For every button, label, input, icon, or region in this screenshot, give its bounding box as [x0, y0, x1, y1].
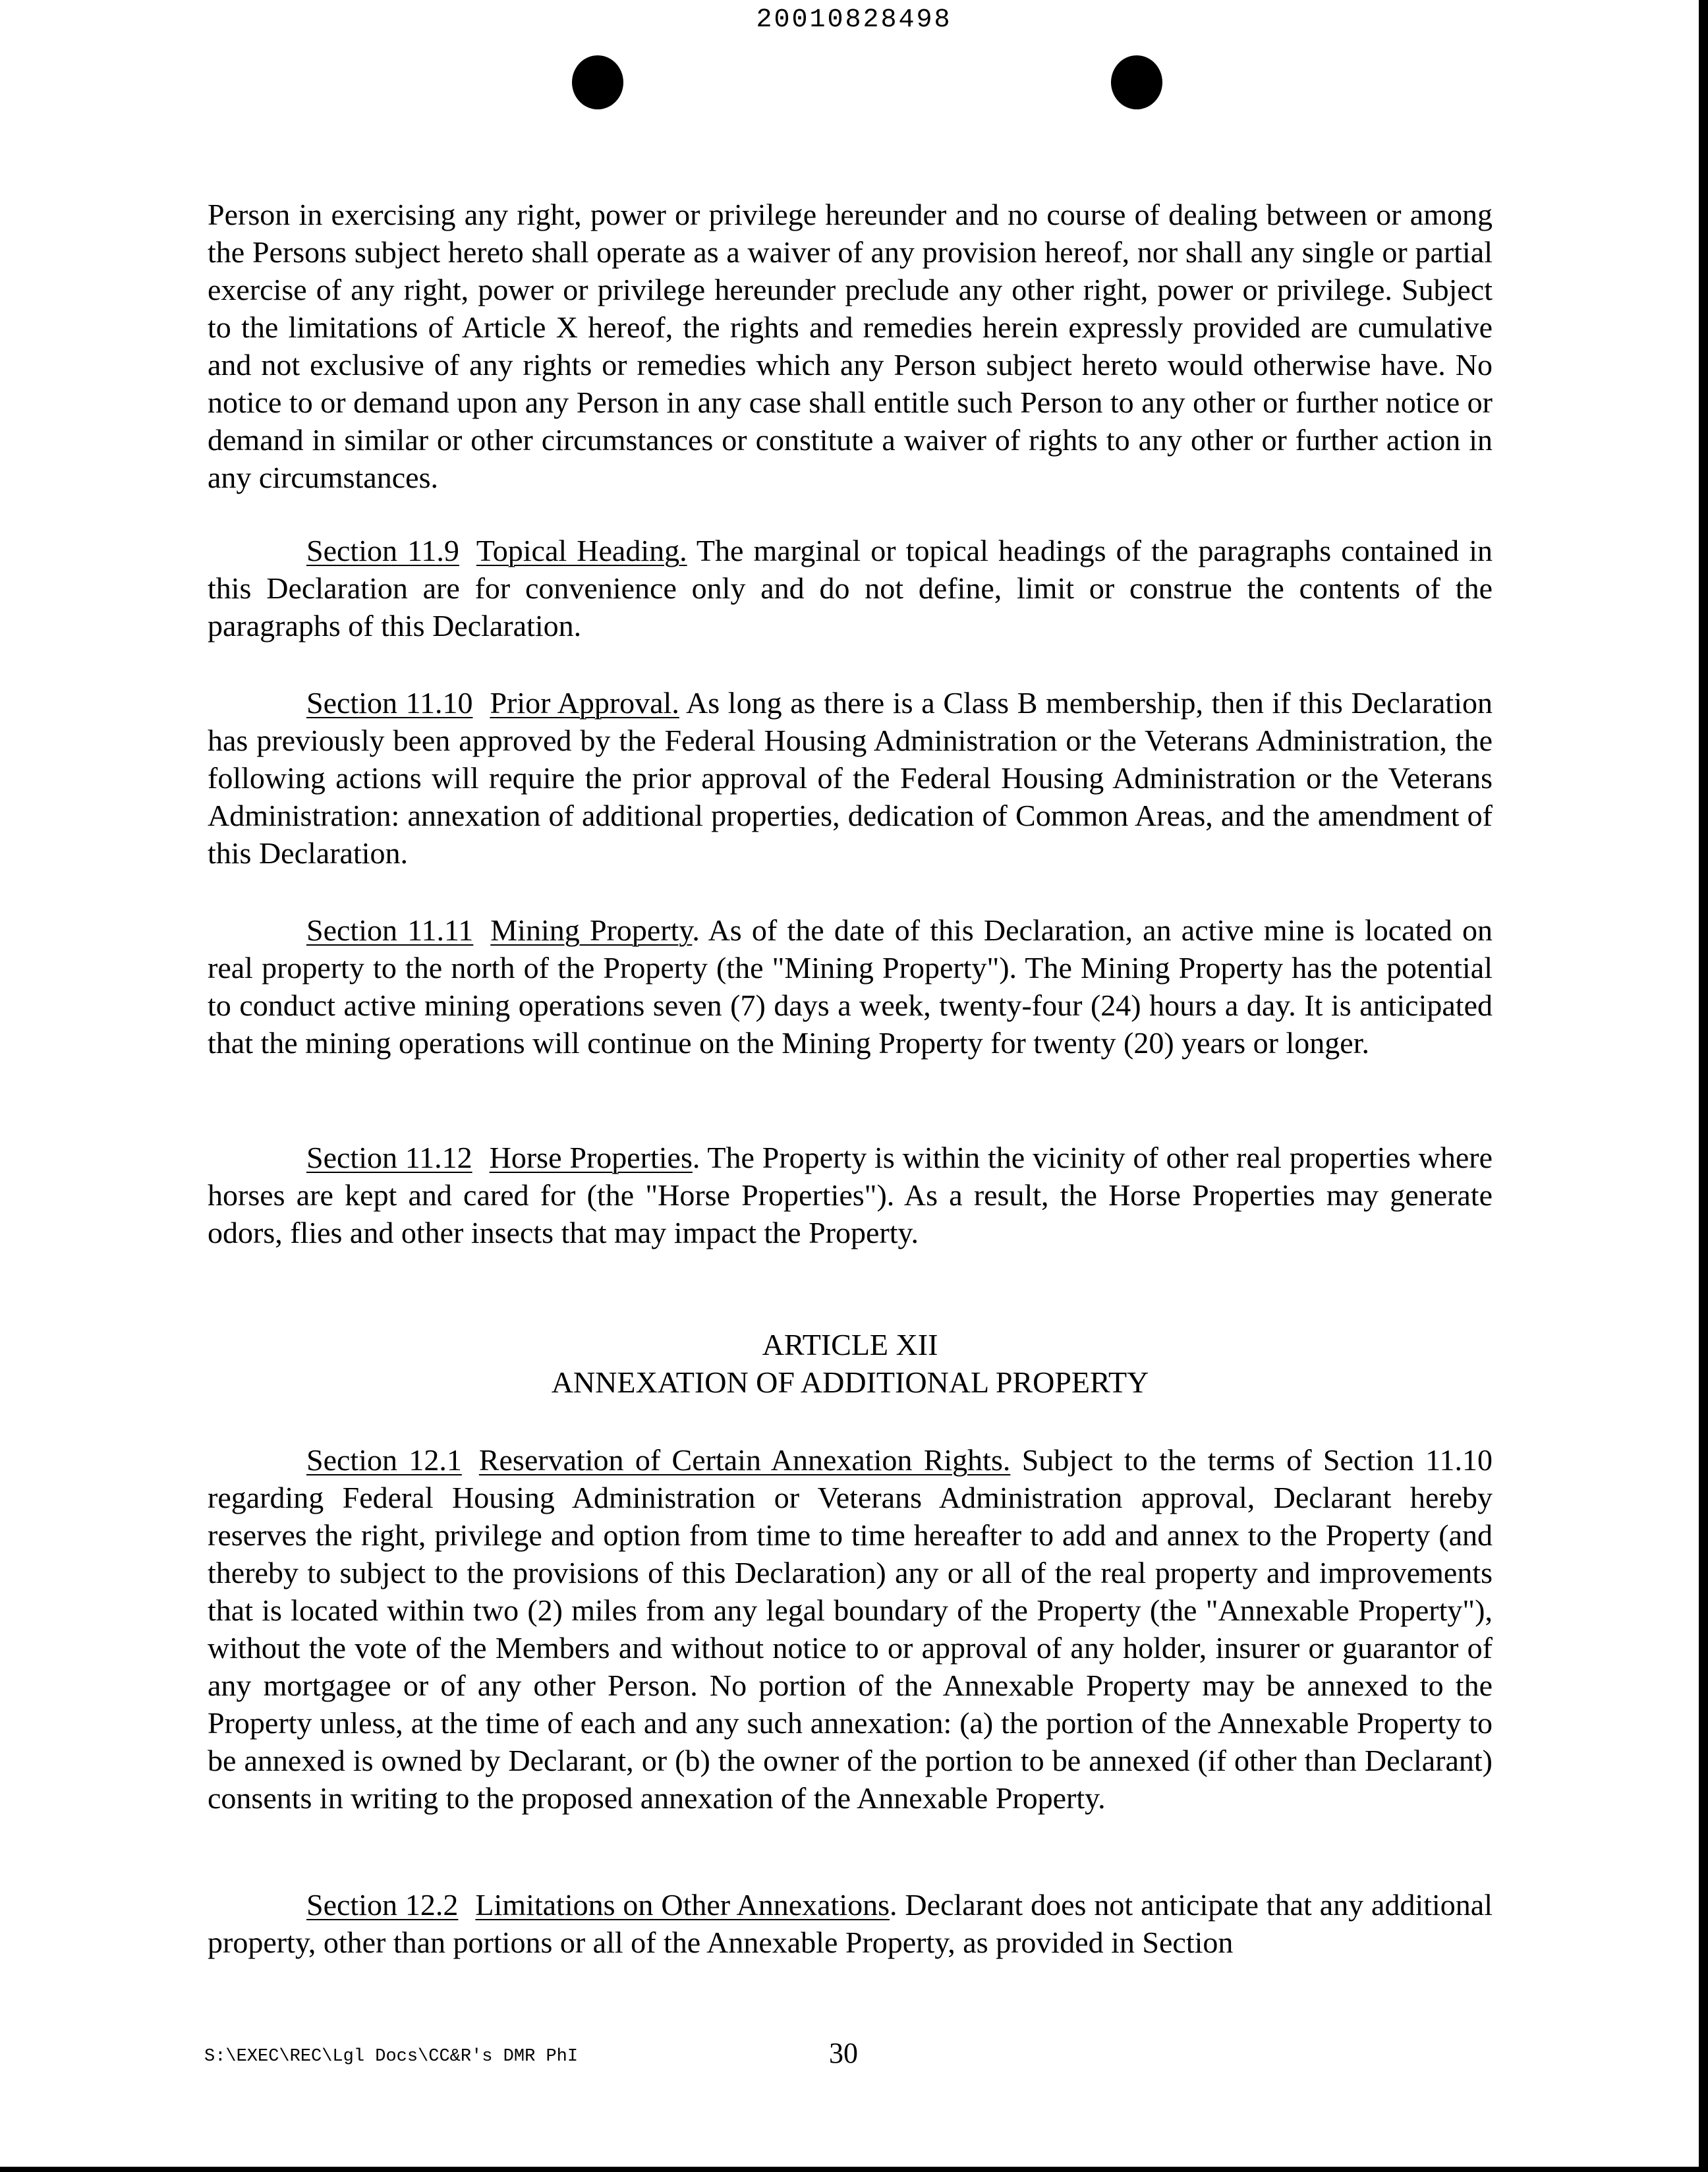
- article-number: ARTICLE XII: [762, 1328, 938, 1361]
- section-body: As long as there is a Class B membership, then if this Declaration has previously been approved by the Federal Housing Administration or the Veterans Administration, the following actions will require the prior approval of the Federal Housing Administration or the Veterans Administration: annexation of additional properties, dedication of Common Areas, and the amendment of this Declaration.: [208, 686, 1493, 870]
- section-11-9: [208, 532, 1493, 644]
- section-number: Section 12.2: [306, 1888, 459, 1922]
- section-body: Subject to the terms of Section 11.10 regarding Federal Housing Administration or Veterans Administration approval, Declarant hereby reserves the right, privilege and option from time to time hereafter to add and annex to the Property (and thereby to subject to the provisions of this Declaration) any or all of the real property and improvements that is located within two (2) miles from any legal boundary of the Property (the "Annexable Property"), without the vote of the Members and without notice to or approval of any holder, insurer or guarantor of any mortgagee or of any other Person. No portion of the Annexable Property may be annexed to the Property unless, at the time of each and any such annexation: (a) the portion of the Annexable Property to be annexed is owned by Declarant, or (b) the owner of the portion to be annexed (if other than Declarant) consents in writing to the proposed annexation of the Annexable Property.: [208, 1443, 1493, 1815]
- paragraph-text: Person in exercising any right, power or privilege hereunder and no course of dealing between or among the Persons subject hereto shall operate as a waiver of any provision hereof, nor shall any single or partial exercise of any right, power or privilege hereunder preclude any other right, power or privilege. Subject to the limitations of Article X hereof, the rights and remedies herein expressly provided are cumulative and not exclusive of any rights or remedies which any Person subject hereto would otherwise have. No notice to or demand upon any Person in any case shall entitle such Person to any other or further notice or demand in similar or other circumstances or constitute a waiver of rights to any other or further action in any circumstances.: [208, 198, 1493, 494]
- section-title: Limitations on Other Annexations: [475, 1888, 890, 1922]
- section-body: . The Property is within the vicinity of other real properties where horses are kept and cared for (the "Horse Properties"). As a result, the Horse Properties may generate odors, flies and other insects that may impact the Property.: [208, 1141, 1493, 1249]
- section-title: Prior Approval.: [490, 686, 679, 720]
- section-title: Topical Heading.: [476, 534, 687, 567]
- section-body: . Declarant does not anticipate that any additional property, other than portions or all of the Annexable Property, as provided in Section: [208, 1888, 1493, 1959]
- page-number: 30: [829, 2037, 858, 2069]
- section-12-2: [208, 1886, 1493, 1961]
- section-11-11: [208, 911, 1493, 1062]
- section-title: Reservation of Certain Annexation Rights.: [478, 1443, 1011, 1477]
- section-title: Mining Property: [490, 913, 693, 947]
- section-number: Section 11.9: [306, 534, 459, 567]
- section-number: Section 12.1: [306, 1443, 462, 1477]
- section-body: . As of the date of this Declaration, an active mine is located on real property to the north of the Property (the "Mining Property"). The Mining Property has the potential to conduct active mining operations seven (7) days a week, twenty-four (24) hours a day. It is anticipated that the mining operations will continue on the Mining Property for twenty (20) years or longer.: [208, 913, 1493, 1060]
- section-number: Section 11.12: [306, 1141, 472, 1174]
- continued-paragraph: [208, 196, 1493, 496]
- punch-hole-left: [572, 55, 623, 109]
- section-11-10: [208, 684, 1493, 872]
- article-heading: [208, 1326, 1493, 1401]
- section-number: Section 11.11: [306, 913, 474, 947]
- punch-hole-right: [1111, 55, 1162, 109]
- section-number: Section 11.10: [306, 686, 473, 720]
- section-11-12: [208, 1139, 1493, 1251]
- section-12-1: [208, 1441, 1493, 1817]
- scan-edge-bottom: [0, 2167, 1708, 2172]
- recording-number: 20010828498: [756, 5, 952, 35]
- section-body: The marginal or topical headings of the paragraphs contained in this Declaration are for convenience only and do not define, limit or construe the contents of the paragraphs of this Declaration.: [208, 534, 1493, 643]
- scan-edge-right: [1699, 0, 1708, 2172]
- section-title: Horse Properties: [489, 1141, 693, 1174]
- article-title: ANNEXATION OF ADDITIONAL PROPERTY: [551, 1365, 1149, 1399]
- footer-file-path: S:\EXEC\REC\Lgl Docs\CC&R's DMR PhI: [204, 2047, 579, 2067]
